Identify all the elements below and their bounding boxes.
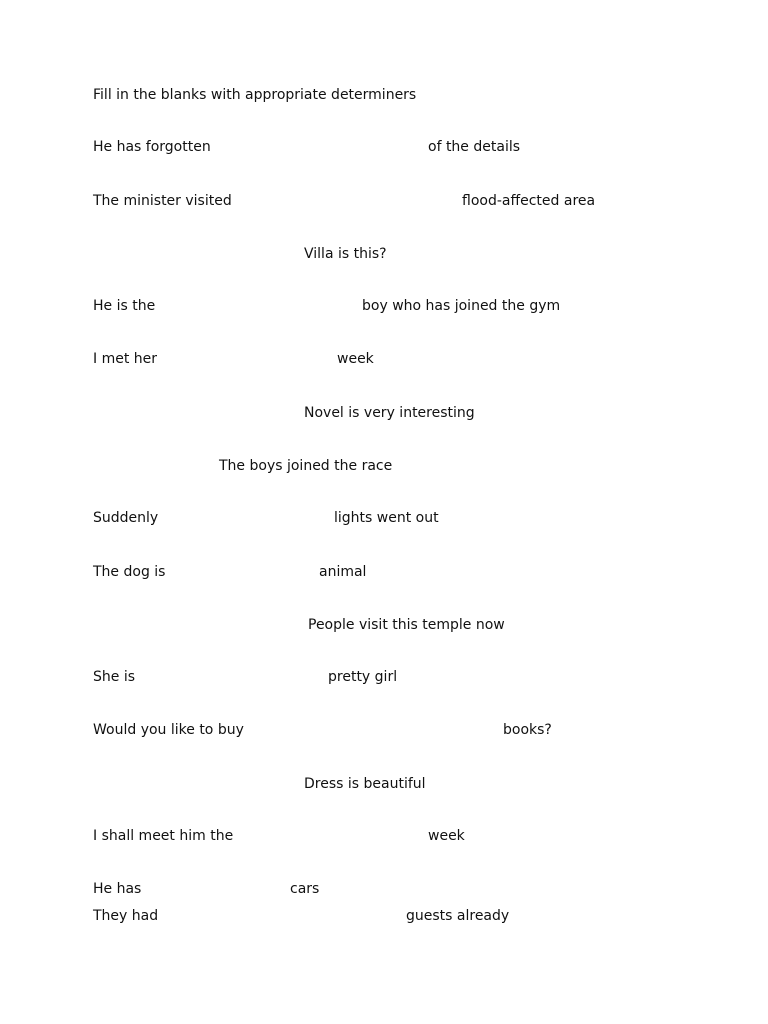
sentence-10-after: People visit this temple now	[308, 617, 505, 633]
sentence-13-after: Dress is beautiful	[304, 776, 426, 792]
sentence-16-after: guests already	[406, 908, 510, 924]
sentence-15-after: cars	[290, 881, 320, 897]
sentence-14-after: week	[428, 828, 465, 844]
sentence-1-before: He has forgotten	[93, 139, 211, 155]
sentence-12-after: books?	[503, 722, 552, 738]
sentence-2-after: flood-affected area	[462, 193, 596, 209]
sentence-8-after: lights went out	[334, 510, 439, 526]
instruction-heading: Fill in the blanks with appropriate determiners	[93, 87, 417, 103]
sentence-4-before: He is the	[93, 298, 156, 314]
sentence-5-before: I met her	[93, 351, 158, 367]
sentence-11-before: She is	[93, 669, 136, 685]
sentence-6-after: Novel is very interesting	[304, 405, 475, 421]
sentence-7-after: The boys joined the race	[219, 458, 393, 474]
sentence-15-before: He has	[93, 881, 142, 897]
sentence-12-before: Would you like to buy	[93, 722, 244, 738]
sentence-2-before: The minister visited	[93, 193, 232, 209]
sentence-9-before: The dog is	[93, 564, 166, 580]
sentence-11-after: pretty girl	[328, 669, 398, 685]
sentence-16-before: They had	[93, 908, 159, 924]
sentence-5-after: week	[337, 351, 374, 367]
sentence-1-after: of the details	[428, 139, 521, 155]
sentence-9-after: animal	[319, 564, 367, 580]
sentence-8-before: Suddenly	[93, 510, 159, 526]
sentence-14-before: I shall meet him the	[93, 828, 234, 844]
sentence-3-after: Villa is this?	[304, 246, 387, 262]
sentence-4-after: boy who has joined the gym	[362, 298, 561, 314]
